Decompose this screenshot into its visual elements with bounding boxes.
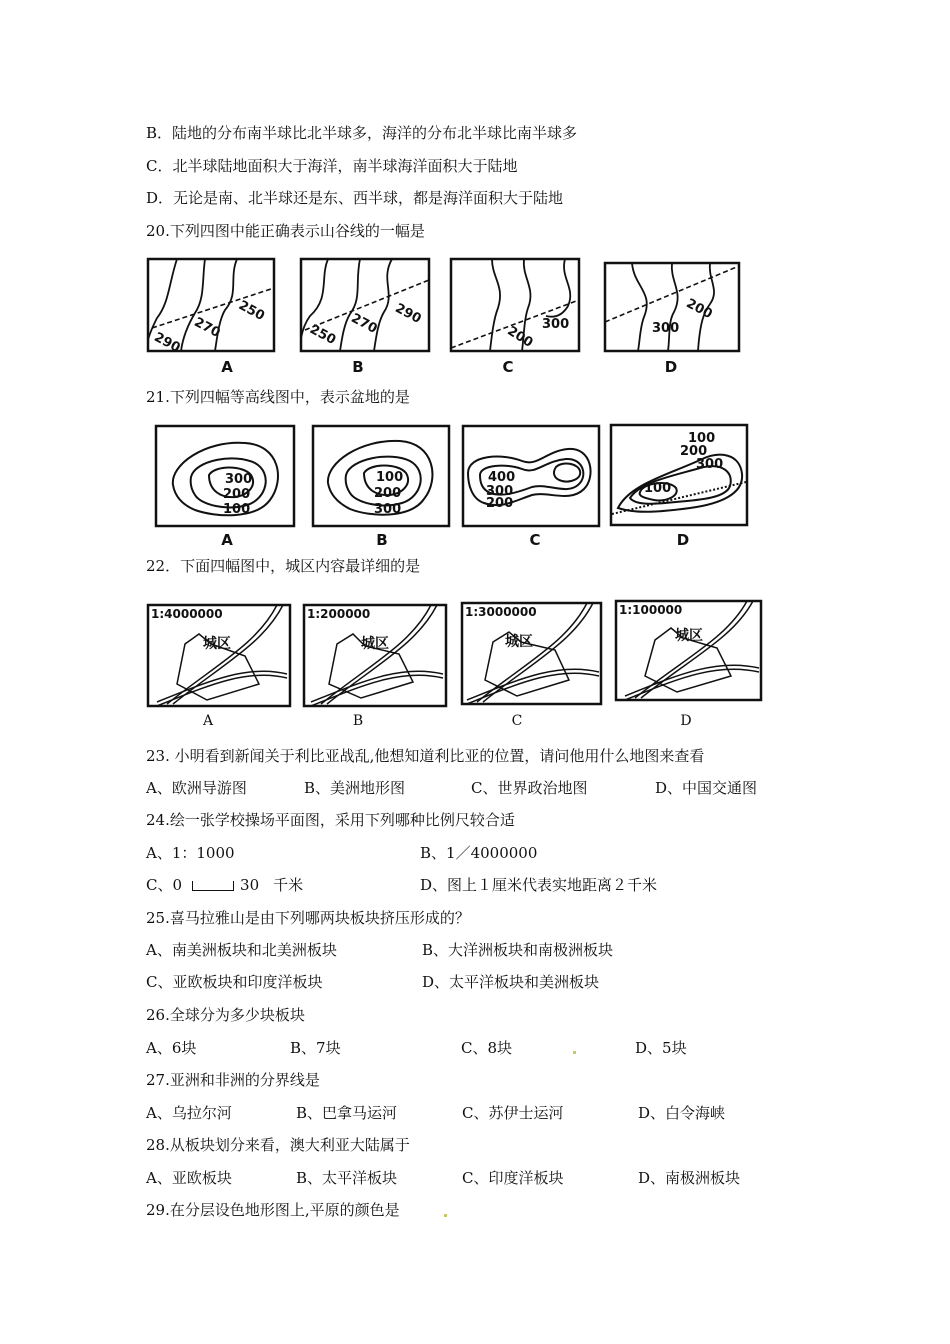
- q21-b-label-100: 100: [376, 470, 404, 485]
- q20-a-label-290: 290: [151, 329, 183, 356]
- q19-option-d: D．无论是南、北半球还是东、西半球，都是海洋面积大于陆地: [146, 189, 564, 207]
- q20-label-d: D: [664, 358, 678, 376]
- q28-option-d: D、南极洲板块: [638, 1169, 741, 1187]
- q28-option-c: C、印度洋板块: [462, 1169, 564, 1187]
- q20-d-label-200: 200: [683, 296, 715, 323]
- q27-option-c: C、苏伊士运河: [462, 1104, 564, 1122]
- q21-d-label-100-inner: 100: [644, 481, 672, 496]
- q26-option-b: B、7块: [290, 1039, 341, 1057]
- q24-option-c: [146, 875, 303, 895]
- q21-b-label-300: 300: [374, 502, 402, 517]
- q22-stem: 22．下面四幅图中，城区内容最详细的是: [146, 557, 421, 575]
- q20-c-label-200: 200: [504, 323, 536, 351]
- q22-city-map-a: [147, 604, 291, 707]
- q21-contour-map-a: [155, 425, 295, 527]
- q20-contour-map-a: [147, 258, 275, 356]
- q25-option-d: D、太平洋板块和美洲板块: [422, 973, 600, 991]
- q29-stem: 29.在分层设色地形图上,平原的颜色是: [146, 1201, 400, 1219]
- q22-c-scale: 1:3000000: [465, 605, 537, 619]
- q19-option-c: C．北半球陆地面积大于海洋，南半球海洋面积大于陆地: [146, 157, 518, 175]
- q21-c-label-300: 300: [486, 484, 514, 499]
- q22-label-d: D: [680, 713, 692, 729]
- q27-option-a: A、乌拉尔河: [146, 1104, 232, 1122]
- speck-mark: [444, 1214, 447, 1217]
- q21-label-b: B: [376, 531, 388, 549]
- q22-city-map-b: [303, 604, 447, 707]
- q21-d-label-100-top: 100: [688, 431, 716, 446]
- q20-contour-map-d: [604, 262, 740, 352]
- q27-option-b: B、巴拿马运河: [296, 1104, 398, 1122]
- q25-stem: 25.喜马拉雅山是由下列哪两块板块挤压形成的？: [146, 909, 470, 927]
- q22-d-scale: 1:100000: [619, 603, 683, 617]
- q26-option-c: C、8块: [461, 1039, 513, 1057]
- q21-contour-map-c: [462, 425, 600, 527]
- q27-option-d: D、白令海峡: [638, 1104, 726, 1122]
- q21-a-label-200: 200: [223, 487, 251, 502]
- q21-label-c: C: [529, 531, 541, 549]
- q20-b-label-290: 290: [392, 300, 424, 327]
- q20-label-c: C: [502, 358, 514, 376]
- q22-city-map-d: [615, 600, 762, 701]
- q23-stem: 23. 小明看到新闻关于利比亚战乱,他想知道利比亚的位置，请问他用什么地图来查看: [146, 747, 705, 765]
- q23-option-a: A、欧洲导游图: [146, 779, 247, 797]
- q24-option-c-unit: 千米: [273, 876, 304, 894]
- q25-option-c: C、亚欧板块和印度洋板块: [146, 973, 323, 991]
- q28-option-a: A、亚欧板块: [146, 1169, 232, 1187]
- q26-stem: 26.全球分为多少块板块: [146, 1006, 305, 1024]
- q21-a-label-100: 100: [223, 502, 251, 517]
- q22-label-a: A: [202, 713, 214, 729]
- q22-d-city: 城区: [675, 628, 703, 644]
- q22-city-map-c: [461, 602, 602, 705]
- q20-b-label-270: 270: [348, 310, 380, 337]
- q21-label-d: D: [676, 531, 690, 549]
- q25-option-b: B、大洋洲板块和南极洲板块: [422, 941, 614, 959]
- q20-label-b: B: [352, 358, 364, 376]
- q21-c-label-400: 400: [488, 470, 516, 485]
- q26-option-d: D、5块: [635, 1039, 687, 1057]
- q23-option-b: B、美洲地形图: [304, 779, 406, 797]
- q25-option-a: A、南美洲板块和北美洲板块: [146, 941, 337, 959]
- q20-stem: 20.下列四图中能正确表示山谷线的一幅是: [146, 222, 425, 240]
- q28-stem: 28.从板块划分来看，澳大利亚大陆属于: [146, 1136, 410, 1154]
- q20-a-label-270: 270: [191, 314, 223, 341]
- q19-option-b: B．陆地的分布南半球比北半球多，海洋的分布北半球比南半球多: [146, 124, 578, 142]
- q21-contour-map-b: [312, 425, 450, 527]
- q21-d-label-300: 300: [696, 457, 724, 472]
- q21-b-label-200: 200: [374, 486, 402, 501]
- q27-stem: 27.亚洲和非洲的分界线是: [146, 1071, 320, 1089]
- q24-option-c-label: C、0: [146, 876, 183, 894]
- q20-c-label-300: 300: [542, 317, 570, 332]
- q20-label-a: A: [221, 358, 233, 376]
- scale-bar-icon: [192, 881, 234, 891]
- q21-stem: 21.下列四幅等高线图中，表示盆地的是: [146, 388, 410, 406]
- q20-d-label-300: 300: [652, 321, 680, 336]
- speck-mark: [573, 1051, 576, 1054]
- q24-option-c-30: 30: [240, 876, 260, 894]
- q24-option-a: A、1：1000: [146, 844, 235, 862]
- q22-a-scale: 1:4000000: [151, 607, 223, 621]
- q23-option-d: D、中国交通图: [655, 779, 758, 797]
- q24-option-d: D、图上１厘米代表实地距离２千米: [420, 876, 658, 894]
- q22-c-city: 城区: [505, 634, 533, 650]
- q22-a-city: 城区: [203, 636, 231, 652]
- q20-a-label-250: 250: [235, 298, 267, 324]
- q21-a-label-300: 300: [225, 472, 253, 487]
- q20-b-label-250: 250: [307, 322, 339, 349]
- q24-option-b: B、1／4000000: [420, 844, 538, 862]
- q20-contour-map-c: [450, 258, 580, 352]
- q22-b-scale: 1:200000: [307, 607, 371, 621]
- q22-label-b: B: [352, 713, 364, 729]
- q21-contour-map-d: [610, 424, 748, 526]
- q21-d-label-200: 200: [680, 444, 708, 459]
- q22-label-c: C: [511, 713, 523, 729]
- q28-option-b: B、太平洋板块: [296, 1169, 398, 1187]
- q21-label-a: A: [221, 531, 233, 549]
- q24-stem: 24.绘一张学校操场平面图，采用下列哪种比例尺较合适: [146, 811, 515, 829]
- q22-b-city: 城区: [361, 636, 389, 652]
- q20-contour-map-b: [300, 258, 430, 352]
- q23-option-c: C、世界政治地图: [471, 779, 588, 797]
- q21-c-label-200: 200: [486, 496, 514, 511]
- q26-option-a: A、6块: [146, 1039, 197, 1057]
